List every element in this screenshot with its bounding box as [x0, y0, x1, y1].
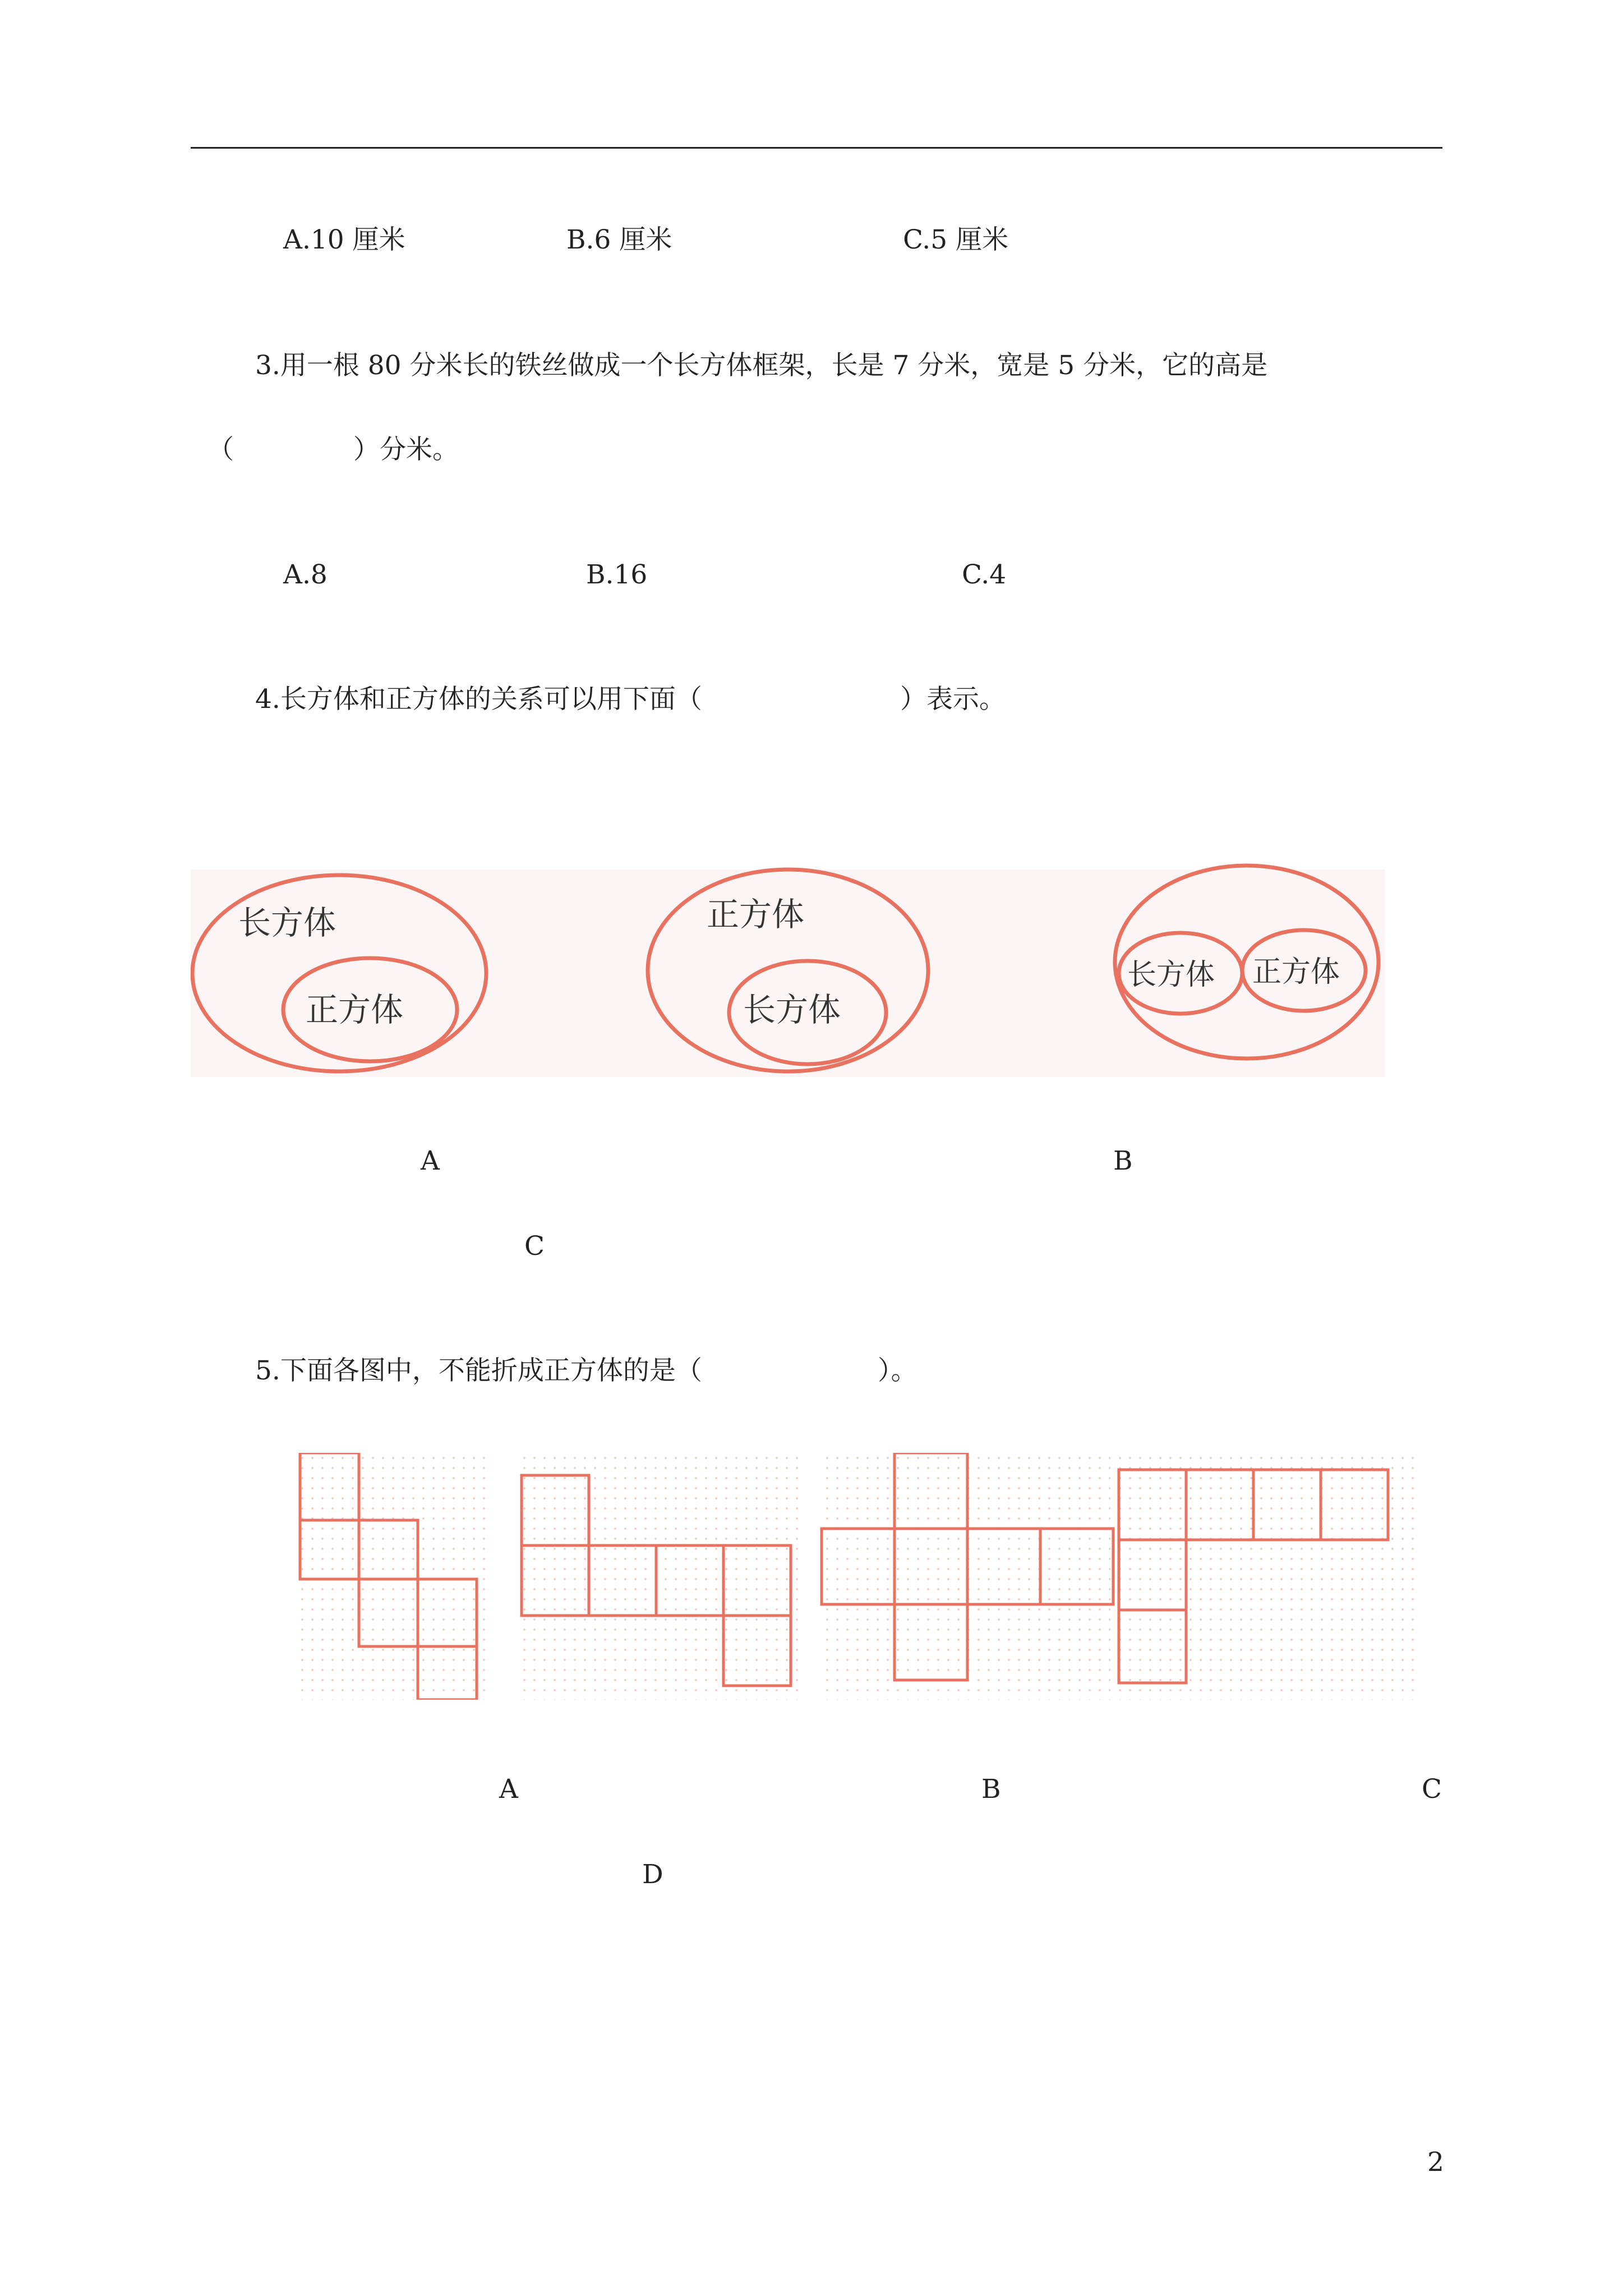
q4-label-a: A	[421, 1145, 440, 1176]
q2-option-c: C.5 厘米	[903, 224, 1009, 255]
q4-stem-end: ）表示。	[900, 684, 1006, 715]
venn-c-left-label: 长方体	[1127, 958, 1215, 992]
venn-c-right-label: 正方体	[1252, 955, 1340, 989]
venn-b-outer-label: 正方体	[707, 895, 805, 933]
q5-label-a: A	[499, 1774, 518, 1805]
q5-label-c: C	[1422, 1774, 1442, 1805]
q5-stem-start: 5.下面各图中，不能折成正方体的是（	[255, 1355, 702, 1386]
q4-label-c: C	[524, 1231, 545, 1262]
page-number: 2	[1427, 2147, 1444, 2178]
q5-label-b: B	[981, 1774, 1001, 1805]
q3-option-c: C.4	[962, 559, 1007, 590]
q3-option-b: B.16	[586, 559, 648, 590]
q4-label-b: B	[1113, 1145, 1133, 1176]
q5-label-d: D	[642, 1859, 663, 1890]
q4-stem-start: 4.长方体和正方体的关系可以用下面（	[255, 684, 702, 715]
venn-a-outer-label: 长方体	[238, 904, 336, 942]
q5-cube-nets	[297, 1453, 1419, 1700]
q3-blank-open: （	[208, 434, 234, 465]
header-rule	[191, 147, 1442, 149]
venn-a-inner-label: 正方体	[306, 991, 404, 1029]
venn-b-inner-label: 长方体	[743, 991, 841, 1029]
q3-blank-close: ）分米。	[353, 434, 459, 465]
q3-option-a: A.8	[283, 559, 328, 590]
q3-stem: 3.用一根 80 分米长的铁丝做成一个长方体框架，长是 7 分米，宽是 5 分米，它的高是	[255, 350, 1268, 381]
q4-venn-diagrams	[191, 858, 1385, 1083]
q5-stem-end: ）。	[878, 1355, 917, 1386]
q2-option-a: A.10 厘米	[283, 224, 405, 255]
q2-option-b: B.6 厘米	[566, 224, 672, 255]
